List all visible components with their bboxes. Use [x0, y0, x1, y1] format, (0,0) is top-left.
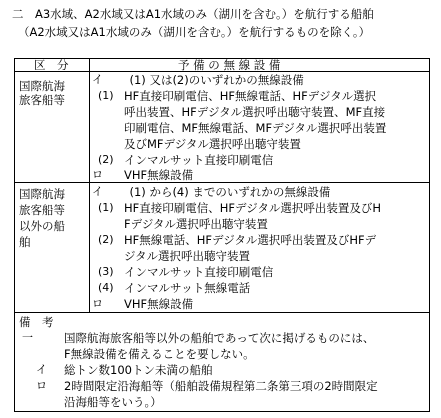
remarks-mark: イ: [36, 363, 47, 376]
remarks-text: 国際航海旅客船等以外の船舶であって次に掲げるものには、: [64, 331, 375, 345]
row1-line-text: 呼出装置、HFデジタル選択呼出聴守装置、MF直接: [124, 105, 386, 119]
heading-line-2: （A2水域又はA1水域のみ（湖川を含む。）を航行するものを除く。）: [18, 25, 371, 39]
row2-line-text: ジタル選択呼出聴守装置: [124, 249, 251, 263]
row1-category-line: 旅客船等: [19, 93, 65, 107]
row1-line-text: インマルサット直接印刷電信: [124, 153, 274, 167]
row1-line-text: 印刷電信、MF無線電話、MFデジタル選択呼出装置: [124, 121, 387, 135]
remarks-text: 沿海船等をいう。）: [64, 395, 162, 409]
column-header-equipment: 予 備 の 無 線 設 備: [178, 58, 281, 72]
row2-category-line: 国際航海: [19, 187, 65, 201]
remarks-text: 2時間限定沿海船等（船舶設備規程第二条第三項の2時間限定: [64, 379, 378, 393]
heading-line-1: 二 A3水域、A2水域又はA1水域のみ（湖川を含む。）を航行する船舶: [12, 7, 374, 21]
row2-line-mark: (2): [98, 233, 114, 246]
row2-line-mark: ロ: [92, 297, 103, 310]
remarks-text: 総トン数100トン未満の船舶: [64, 363, 213, 377]
row2-line-text: インマルサット直接印刷電信: [124, 265, 274, 279]
row2-line-text: インマルサット無線電話: [124, 281, 251, 295]
row2-line-mark: イ: [92, 185, 103, 198]
remarks-title: 備 考: [19, 315, 54, 329]
row1-line-text: VHF無線設備: [124, 168, 194, 182]
row2-line-text: HF無線電話、HFデジタル選択呼出装置及びHFデ: [124, 233, 377, 247]
row2-category-line: 旅客船等: [19, 203, 65, 217]
row2-line-text: (1) から(4) までのいずれかの無線設備: [118, 185, 331, 199]
row1-category-line: 国際航海: [19, 79, 65, 93]
row2-category-line: 舶: [19, 235, 31, 249]
row1-line-mark: イ: [92, 73, 103, 86]
row-divider-2: [14, 312, 430, 313]
row1-line-text: 及びMFデジタル選択呼出聴守装置: [124, 137, 301, 151]
column-header-category: 区 分: [34, 58, 69, 72]
remarks-mark: ロ: [36, 379, 47, 392]
row2-line-mark: (4): [98, 281, 114, 294]
row2-line-mark: (1): [98, 201, 114, 214]
row2-line-text: Fデジタル選択呼出聴守装置: [124, 217, 268, 231]
row-divider-1: [14, 182, 430, 183]
remarks-mark: 一: [22, 331, 33, 344]
remarks-text: F無線設備を備えることを要しない。: [64, 347, 255, 361]
row2-category-line: 以外の船: [19, 219, 65, 233]
row2-line-text: HF直接印刷電信、HFデジタル選択呼出装置及びH: [124, 201, 381, 215]
row1-line-mark: (2): [98, 153, 114, 166]
column-divider: [89, 58, 90, 312]
row1-line-mark: (1): [98, 89, 114, 102]
row2-line-text: VHF無線設備: [124, 297, 194, 311]
row1-line-mark: ロ: [92, 168, 103, 181]
row2-line-mark: (3): [98, 265, 114, 278]
row1-line-text: (1) 又は(2)のいずれかの無線設備: [118, 73, 304, 87]
row1-line-text: HF直接印刷電信、HF無線電話、HFデジタル選択: [124, 89, 377, 103]
